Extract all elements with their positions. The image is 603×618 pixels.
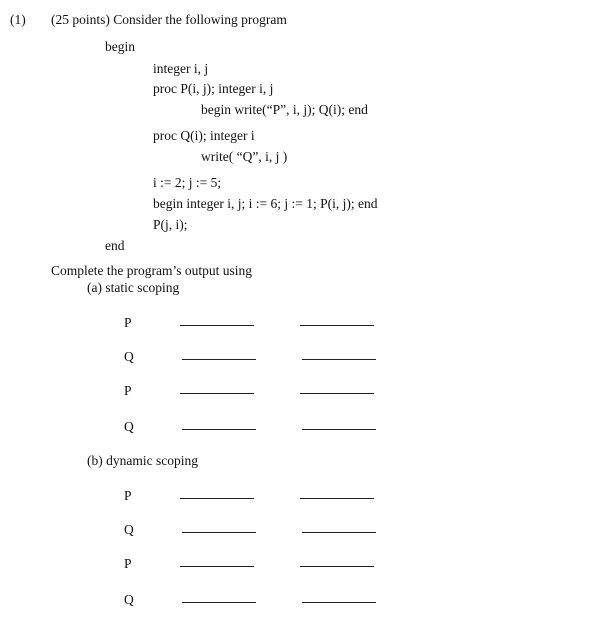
answer-blank-2[interactable] [302,602,376,603]
code-line: begin integer i, j; i := 6; j := 1; P(i, j); end [153,196,378,211]
answer-blank-2[interactable] [302,532,376,533]
code-line: proc Q(i); integer i [153,128,255,143]
answer-blank-1[interactable] [180,498,254,499]
part-b-label: (b) dynamic scoping [87,453,198,468]
answer-blank-2[interactable] [300,393,374,394]
answer-blank-2[interactable] [300,566,374,567]
code-line: proc P(i, j); integer i, j [153,81,274,96]
answer-blank-1[interactable] [182,359,256,360]
code-line: i := 2; j := 5; [153,175,222,190]
answer-blank-1[interactable] [182,429,256,430]
row-label: P [124,383,132,398]
part-a-label: (a) static scoping [87,280,180,295]
answer-blank-2[interactable] [300,498,374,499]
row-label: P [124,315,132,330]
answer-blank-1[interactable] [182,602,256,603]
answer-blank-2[interactable] [302,359,376,360]
program-end: end [105,238,125,253]
code-line: P(j, i); [153,217,188,232]
answer-blank-1[interactable] [180,566,254,567]
answer-blank-1[interactable] [180,325,254,326]
question-header: (25 points) Consider the following program [51,12,287,27]
question-number: (1) [10,12,26,27]
instructions: Complete the program’s output using [51,263,252,278]
code-line: integer i, j [153,61,209,76]
answer-blank-1[interactable] [180,393,254,394]
row-label: Q [124,592,134,607]
row-label: Q [124,349,134,364]
answer-blank-2[interactable] [300,325,374,326]
answer-blank-1[interactable] [182,532,256,533]
row-label: Q [124,419,134,434]
row-label: P [124,488,132,503]
answer-blank-2[interactable] [302,429,376,430]
row-label: P [124,556,132,571]
code-line: write( “Q”, i, j ) [201,149,288,164]
code-line: begin write(“P”, i, j); Q(i); end [201,102,368,117]
row-label: Q [124,522,134,537]
program-begin: begin [105,39,135,54]
